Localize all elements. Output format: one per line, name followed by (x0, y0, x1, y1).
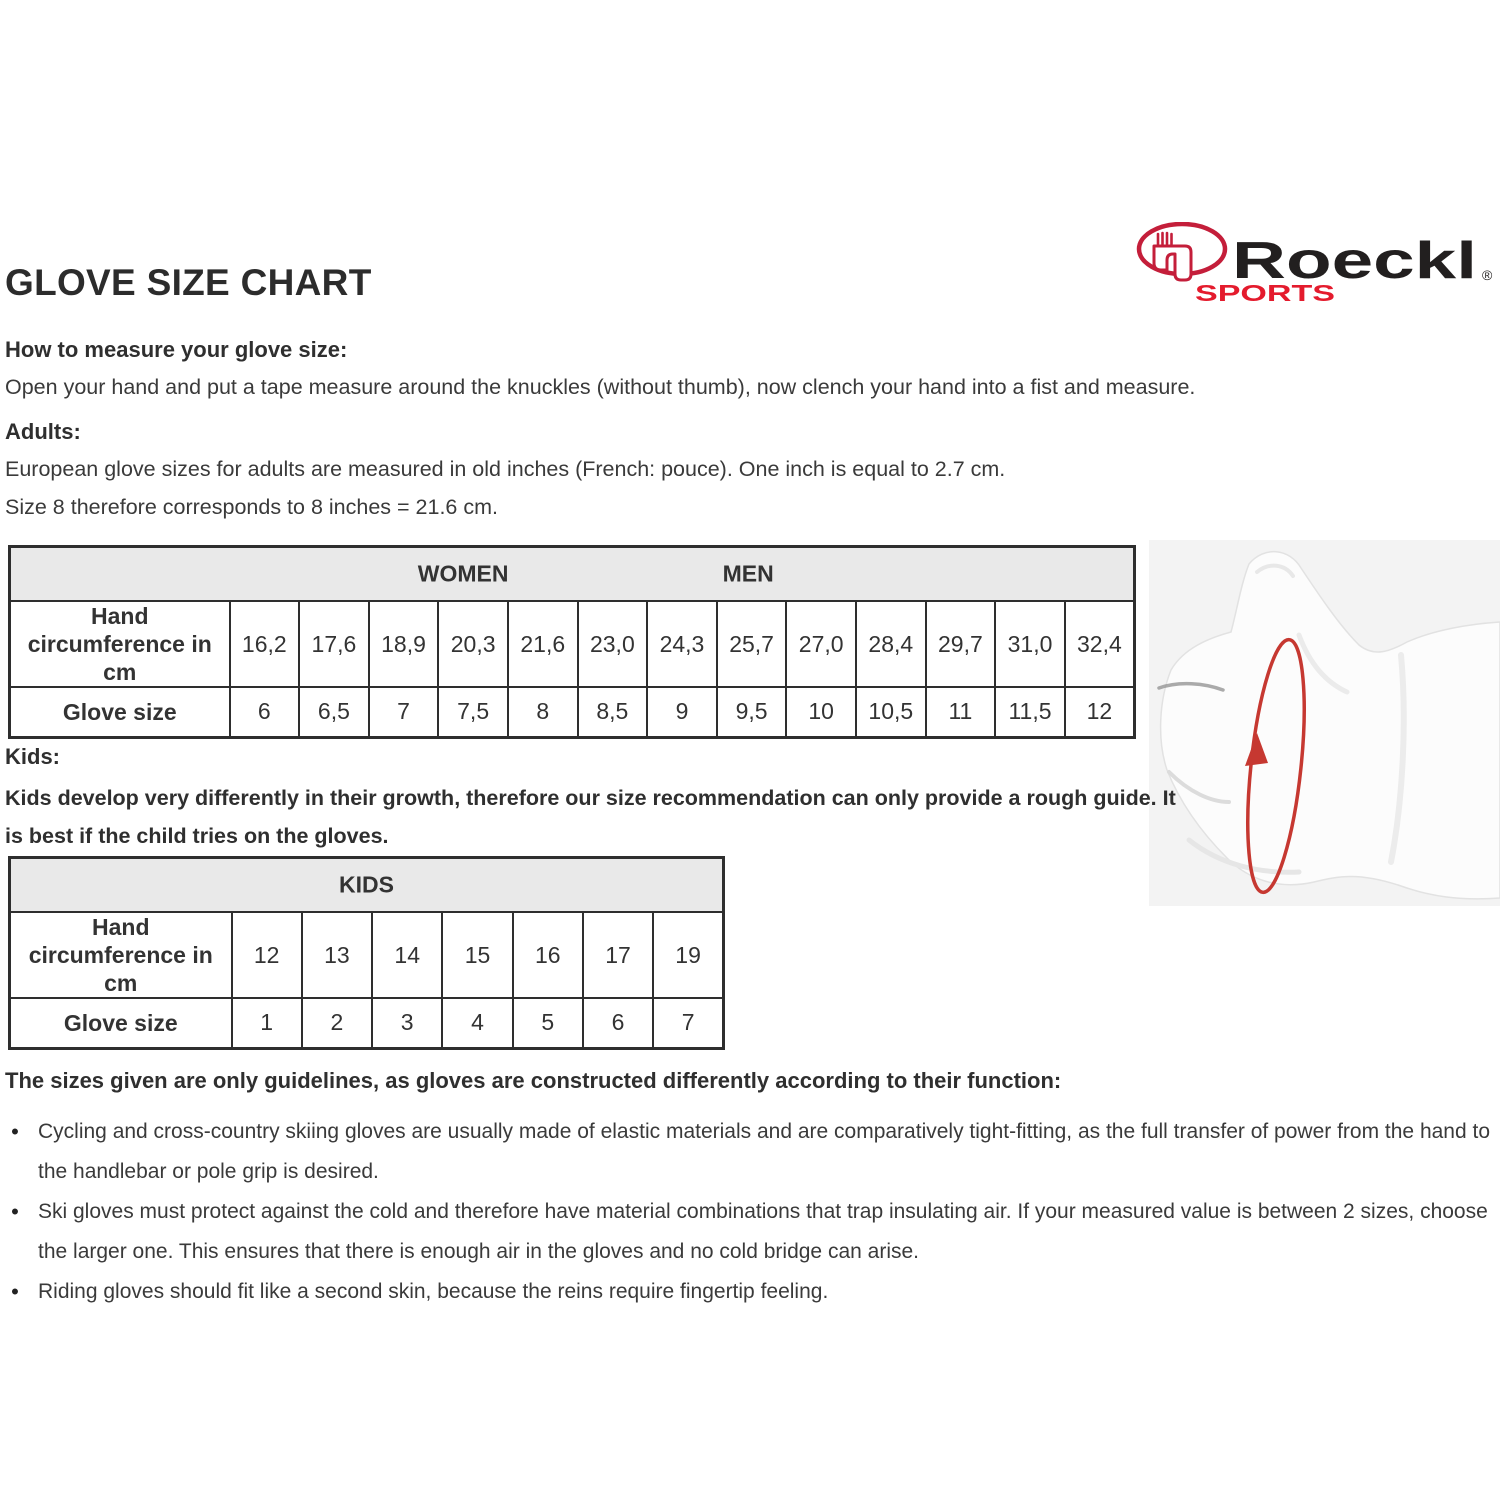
glove-size-cell: 12 (1065, 687, 1135, 737)
how-to-body: Open your hand and put a tape measure around the knuckles (without thumb), now clench your hand into a fist and measure. (5, 375, 1196, 399)
kids-heading: Kids: (5, 744, 60, 769)
list-item (5, 1192, 1497, 1272)
row-label: Hand circumference in cm (10, 912, 232, 998)
adult-group-header-row (10, 547, 1135, 602)
glove-size-cell: 9 (647, 687, 717, 737)
bullet-icon: • (11, 1279, 19, 1304)
glove-size-cell: 10,5 (856, 687, 926, 737)
hand-logo-icon (1136, 222, 1498, 324)
how-to-heading: How to measure your glove size: (5, 337, 348, 362)
circumference-cell: 18,9 (369, 601, 439, 687)
registered-mark: ® (1482, 267, 1493, 283)
circumference-cell: 25,7 (717, 601, 787, 687)
logo-subbrand-text: SPORTS (1195, 280, 1335, 306)
circumference-cell: 31,0 (995, 601, 1065, 687)
glove-size-cell: 7 (369, 687, 439, 737)
circumference-cell: 32,4 (1065, 601, 1135, 687)
glove-size-cell: 8 (508, 687, 578, 737)
bullet-icon: • (11, 1119, 19, 1144)
glove-size-cell: 6 (230, 687, 300, 737)
glove-size-cell: 10 (786, 687, 856, 737)
circumference-cell: 23,0 (578, 601, 648, 687)
circumference-cell: 12 (232, 912, 302, 998)
roeckl-sports-logo (1136, 222, 1498, 324)
adults-line-1: European glove sizes for adults are measured in old inches (French: pouce). One inch is equal to 2.7 cm. (5, 457, 1006, 481)
circumference-cell: 13 (302, 912, 372, 998)
kids-glove-size-row (10, 998, 724, 1048)
bullet-text: Cycling and cross-country skiing gloves are usually made of elastic materials and are comparatively tight-fitting, as the full transfer of power from the hand to the handlebar or pole grip is desired. (38, 1120, 1491, 1183)
glove-size-cell: 7,5 (438, 687, 508, 737)
bullet-text: Ski gloves must protect against the cold and therefore have material combinations that trap insulating air. If your measured value is between 2 sizes, choose the larger one. This ensures that there is enough air in the gloves and no cold bridge can arise. (38, 1200, 1488, 1263)
kids-size-table (8, 856, 725, 1050)
hand-measure-image (1149, 540, 1500, 906)
circumference-cell: 16 (513, 912, 583, 998)
glove-size-cell: 4 (442, 998, 512, 1048)
page-title: GLOVE SIZE CHART (5, 262, 372, 303)
glove-size-cell: 1 (232, 998, 302, 1048)
kids-group-header: KIDS (339, 871, 394, 898)
list-item (5, 1272, 1497, 1312)
hand-illustration (1149, 540, 1500, 906)
adults-heading: Adults: (5, 419, 81, 444)
adult-circumference-row (10, 601, 1135, 687)
adult-group-header-cell (10, 547, 1135, 602)
circumference-cell: 28,4 (856, 601, 926, 687)
glove-size-cell: 6,5 (299, 687, 369, 737)
circumference-cell: 14 (372, 912, 442, 998)
circumference-cell: 24,3 (647, 601, 717, 687)
circumference-cell: 19 (653, 912, 723, 998)
row-label: Hand circumference in cm (10, 601, 230, 687)
logo-brand-text: Roeckl (1232, 232, 1477, 290)
list-item (5, 1112, 1497, 1192)
glove-size-cell: 6 (583, 998, 653, 1048)
glove-size-cell: 2 (302, 998, 372, 1048)
adults-line-2: Size 8 therefore corresponds to 8 inches = 21.6 cm. (5, 495, 498, 519)
women-group-header: WOMEN (417, 560, 509, 587)
guidelines-list (5, 1112, 1497, 1312)
circumference-cell: 29,7 (926, 601, 996, 687)
adult-size-table (8, 545, 1136, 739)
circumference-cell: 17 (583, 912, 653, 998)
glove-size-cell: 9,5 (717, 687, 787, 737)
glove-size-cell: 11 (926, 687, 996, 737)
glove-size-cell: 11,5 (995, 687, 1065, 737)
glove-size-cell: 7 (653, 998, 723, 1048)
men-group-header: MEN (722, 560, 774, 587)
kids-group-header-cell (10, 858, 724, 913)
row-label: Glove size (10, 998, 232, 1048)
kids-circumference-row (10, 912, 724, 998)
adult-glove-size-row (10, 687, 1135, 737)
glove-size-cell: 3 (372, 998, 442, 1048)
bullet-icon: • (11, 1199, 19, 1224)
circumference-cell: 17,6 (299, 601, 369, 687)
kids-body: Kids develop very differently in their growth, therefore our size recommendation can only provide a rough guide. It is best if the child tries on the gloves. (5, 786, 1176, 848)
row-label: Glove size (10, 687, 230, 737)
guidelines-heading: The sizes given are only guidelines, as gloves are constructed differently according to their function: (5, 1068, 1062, 1093)
circumference-cell: 16,2 (230, 601, 300, 687)
circumference-cell: 15 (442, 912, 512, 998)
glove-size-cell: 5 (513, 998, 583, 1048)
bullet-text: Riding gloves should fit like a second skin, because the reins require fingertip feeling. (38, 1280, 829, 1303)
glove-size-cell: 8,5 (578, 687, 648, 737)
circumference-cell: 21,6 (508, 601, 578, 687)
kids-group-header-row (10, 858, 724, 913)
circumference-cell: 20,3 (438, 601, 508, 687)
circumference-cell: 27,0 (786, 601, 856, 687)
